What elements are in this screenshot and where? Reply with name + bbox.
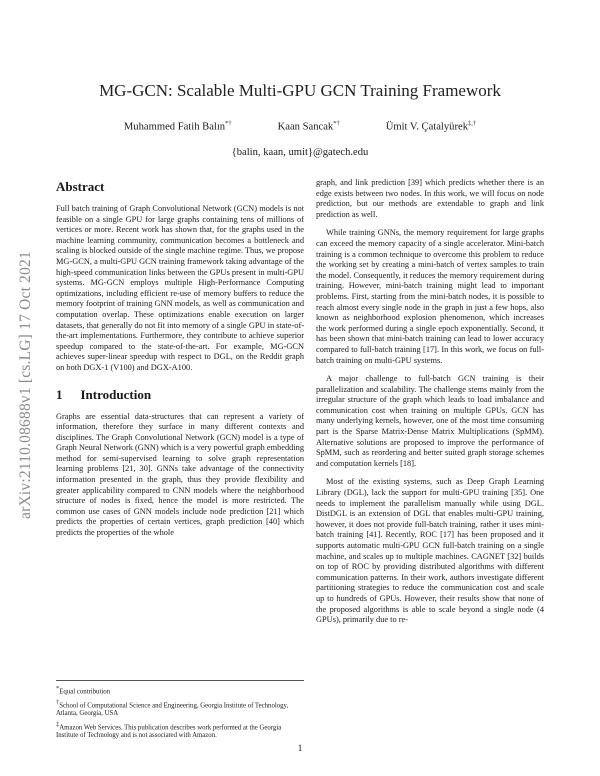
author-3 — [386, 120, 476, 133]
abstract-text: Full batch training of Graph Convolutional Network (GCN) models is not feasible on a single GPU for large graphs containing tens of millions of vertices or more. Recent work has shown that, for the graphs used in the machine learning community, communication becomes a bottleneck and scaling is blocked outside of the single machine regime. Thus, we propose MG-GCN, a multi-GPU GCN training framework taking advantage of the high-speed communication links between the GPUs present in multi-GPU systems. MG-GCN employs multiple High-Performance Computing optimizations, including efficient re-use of memory buffers to reduce the memory footprint of training GNN models, as well as communication and computation overlap. These optimizations enable execution on larger datasets, that generally do not fit into memory of a single GPU in state-of-the-art implementations. Furthermore, they contribute to achieve superior speedup compared to the state-of-the-art. For example, MG-GCN achieves super-linear speedup with respect to DGL, on the Reddit graph on both DGX-1 (V100) and DGX-A100. — [56, 204, 305, 372]
author-list — [0, 120, 600, 133]
left-column — [56, 178, 304, 547]
author-1 — [124, 120, 232, 133]
author-1-name: Muhammed Fatih Balın — [123, 121, 226, 133]
introduction-paragraph-1: Graphs are essential data-structures that can represent a variety of information, therefore they surface in many different contexts and disciplines. The Graph Convolutional Network (GCN) model is a type of Graph Neural Network (GNN) which is a very powerful graph embedding method for semi-supervised learning to solve graph representation learning problems [21, 30]. GNNs take advantage of the connectivity information presented in the graph, thus they provide flexibility and greater applicability compared to CNN models where the neighborhood structure of nodes is fixed, hence the model is more restricted. The common use cases of GNN models include node prediction [21] which predicts the properties of certain vertices, graph prediction [40] which predicts the properties of the whole — [56, 411, 304, 538]
footnote-1-mark: * — [56, 685, 60, 692]
footnotes — [56, 680, 304, 743]
arxiv-identifier-text: arXiv:2110.08688v1 [cs.LG] 17 Oct 2021 — [17, 251, 34, 519]
right-paragraph-0: graph, and link prediction [39] which predicts whether there is an edge exists between two nodes. In this work, we will focus on node prediction, but our methods are extendable to graph and link prediction as well. — [316, 178, 544, 219]
footnote-3-text: Amazon Web Services. This publication describes work performed at the Georgia Institute of Technology and is not associated with Amazon. — [56, 724, 282, 740]
footnote-2-mark: † — [56, 698, 60, 706]
footnote-2 — [56, 699, 304, 719]
author-1-marks: *† — [225, 120, 232, 127]
section-number: 1 — [56, 386, 63, 402]
footnote-3-mark: ‡ — [56, 720, 60, 728]
paper-title: MG-GCN: Scalable Multi-GPU GCN Training Framework — [99, 81, 501, 100]
introduction-heading — [56, 388, 304, 402]
page-number: 1 — [297, 744, 303, 754]
right-paragraph-3: Most of the existing systems, such as Deep Graph Learning Library (DGL), lack the support for multi-GPU training [35]. One needs to implement the parallelism manually while using DGL. DistDGL is an extension of DGL that enables multi-GPU training, however, it does not provide full-batch training, rather it uses mini-batch training [41]. Recently, ROC [17] has been proposed and it supports automatic multi-GPU GCN full-batch training on a single machine, and scales up to multiple machines. CAGNET [32] builds on top of ROC by providing distributed algorithms with different communication patterns. In their work, authors investigate different partitioning strategies to reduce the communication cost and scale up to hundreds of GPUs. However, their results show that none of the proposed algorithms is able to scale beyond a single node (4 GPUs), primarily due to re- — [316, 477, 544, 625]
footnote-1 — [56, 685, 304, 697]
author-2 — [278, 120, 340, 133]
author-2-marks: *† — [333, 120, 340, 127]
author-2-name: Kaan Sancak — [277, 121, 334, 133]
abstract-heading: Abstract — [56, 179, 105, 194]
right-paragraph-2: A major challenge to full-batch GCN training is their parallelization and scalability. The challenge stems mainly from the irregular structure of the graph which leads to load imbalance and communication cost when training on multiple GPUs. GCN has many underlying kernels, however, one of the most time consuming part is the Sparse Matrix-Dense Matrix Multiplications (SpMM). Alternative solutions are proposed to improve the performance of SpMM, such as reordering and better suited graph storage schemes and computation kernels [18]. — [316, 374, 544, 468]
footnote-2-text: School of Computational Science and Engineering, Georgia Institute of Technology, Atlanta, Georgia, USA — [56, 701, 289, 718]
author-3-marks: ‡,† — [468, 120, 477, 127]
right-column — [316, 178, 544, 634]
right-paragraph-1: While training GNNs, the memory requirement for large graphs can exceed the memory capacity of a single accelerator. Mini-batch training is a common technique to overcome this problem to reduce the working set by creating a mini-batch of vertex samples to train the model. Consequently, it reduces the memory requirement during training. However, mini-batch training might lead to important problems. First, starting from the mini-batch nodes, it is possible to reach almost every single node in the graph in just a few hops, also known as neighborhood explosion phenomenon, which increases the work performed during a single epoch exponentially. Second, it has been shown that mini-batch training can lead to lower accuracy compared to full-batch training [17]. In this work, we focus on full-batch training on multi-GPU systems. — [316, 228, 544, 365]
arxiv-identifier-stamp — [12, 150, 40, 620]
section-title: Introduction — [80, 386, 152, 402]
footnote-3 — [56, 721, 304, 741]
author-emails: {balin, kaan, umit}@gatech.edu — [231, 147, 369, 158]
footnote-1-text: Equal contribution — [59, 688, 111, 696]
author-3-name: Ümit V. Çatalyürek — [385, 121, 468, 133]
